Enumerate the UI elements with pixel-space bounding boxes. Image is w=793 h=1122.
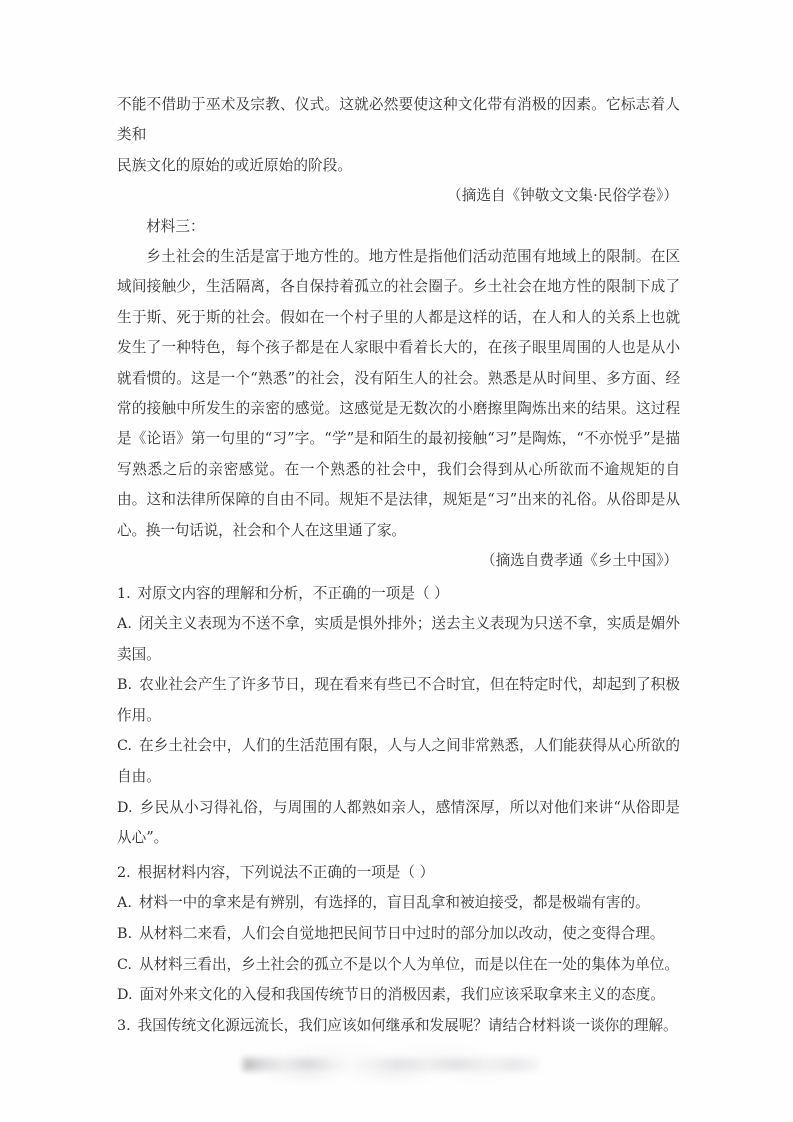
passage-material2-tail-line2: 民族文化的原始的或近原始的阶段。 xyxy=(117,156,353,174)
question-3-stem xyxy=(117,1011,680,1042)
question-1-option-c[interactable] xyxy=(117,731,680,792)
option-c-marker: C. xyxy=(117,956,132,973)
question-2-option-d[interactable] xyxy=(117,980,680,1011)
option-a-text: 闭关主义表现为不送不拿，实质是惧外排外；送去主义表现为只送不拿，实质是媚外卖国。 xyxy=(117,615,680,663)
option-a-marker: A. xyxy=(117,616,132,633)
question-2-number: 2. xyxy=(117,864,131,881)
option-a-marker: A. xyxy=(117,895,132,912)
question-block-1 xyxy=(117,579,680,854)
document-content xyxy=(117,90,680,1041)
option-c-marker: C. xyxy=(117,738,132,755)
option-c-text: 在乡土社会中，人们的生活范围有限，人与人之间非常熟悉，人们能获得从心所欲的自由。 xyxy=(117,737,680,786)
material-three-label: 材料三： xyxy=(146,217,205,235)
option-b-marker: B. xyxy=(117,677,133,694)
option-c-text: 从材料三看出，乡土社会的孤立不是以个人为单位，而是以住在一处的集体为单位。 xyxy=(138,955,679,973)
option-d-text: 面对外来文化的入侵和我国传统节日的消极因素，我们应该采取拿来主义的态度。 xyxy=(139,986,665,1004)
watermark-main-band xyxy=(243,1058,540,1071)
question-2-stem xyxy=(117,858,680,889)
question-block-3 xyxy=(117,1011,680,1042)
watermark-top-smudge xyxy=(281,1047,496,1057)
blurred-watermark xyxy=(243,1056,540,1082)
option-b-marker: B. xyxy=(117,926,133,943)
citation-material2: （摘选自《钟敬文文集·民俗学卷》） xyxy=(447,187,678,205)
question-block-2 xyxy=(117,858,680,1011)
question-3-number: 3. xyxy=(117,1017,131,1034)
citation-material3: （摘选自费孝通《乡土中国》） xyxy=(480,552,678,570)
watermark-lower-smudge xyxy=(263,1068,513,1080)
question-2-stem-text: 根据材料内容，下列说法不正确的一项是（ ） xyxy=(137,863,435,881)
question-1-stem xyxy=(117,579,680,610)
question-1-option-b[interactable] xyxy=(117,670,680,731)
option-d-text: 乡民从小习得礼俗，与周围的人都熟如亲人，感情深厚，所以对他们来讲“从俗即是从心”。 xyxy=(117,798,680,847)
option-b-text: 从材料二来看，人们会自觉地把民间节日中过时的部分加以改动，使之变得合理。 xyxy=(139,925,665,943)
passage-material3-body: 乡土社会的生活是富于地方性的。地方性是指他们活动范围有地域上的限制。在区域间接触少，生活隔离，各自保持着孤立的社会圈子。乡土社会在地方性的限制下成了生于斯、死于斯的社会。假如在一个村子里的人都是这样的话，在人和人的关系上也就发生了一种特色，每个孩子都是在人家眼中看着长大的，在孩子眼里周围的人也是从小就看惯的。这是一个“熟悉”的社会，没有陌生人的社会。熟悉是从时间里、多方面、经常的接触中所发生的亲密的感觉。这感觉是无数次的小磨擦里陶炼出来的结果。这过程是《论语》第一句里的“习”字。“学”是和陌生的最初接触“习”是陶炼，“不亦悦乎”是描写熟悉之后的亲密感觉。在一个熟悉的社会中，我们会得到从心所欲而不逾规矩的自由。这和法律所保障的自由不同。规矩不是法律，规矩是“习”出来的礼俗。从俗即是从心。换一句话说，社会和个人在这里通了家。 xyxy=(117,248,680,539)
option-d-marker: D. xyxy=(117,987,133,1004)
question-2-option-b[interactable] xyxy=(117,919,680,950)
question-1-stem-text: 对原文内容的理解和分析，不正确的一项是（ ） xyxy=(137,584,449,602)
passage-material2-tail-line1: 不能不借助于巫术及宗教、仪式。这就必然要使这种文化带有消极的因素。它标志着人类和 xyxy=(117,96,680,144)
question-3-stem-text: 我国传统文化源远流长，我们应该如何继承和发展呢？请结合材料谈一谈你的理解。 xyxy=(137,1016,678,1034)
question-1-option-d[interactable] xyxy=(117,793,680,854)
option-b-text: 农业社会产生了许多节日，现在看来有些已不合时宜，但在特定时代，却起到了积极作用。 xyxy=(117,676,680,724)
option-a-text: 材料一中的拿来是有辨别，有选择的，盲目乱拿和被迫接受，都是极端有害的。 xyxy=(138,894,650,912)
question-2-option-a[interactable] xyxy=(117,888,680,919)
option-d-marker: D. xyxy=(117,799,133,816)
question-2-option-c[interactable] xyxy=(117,950,680,981)
question-1-number: 1. xyxy=(117,585,131,602)
question-1-option-a[interactable] xyxy=(117,609,680,670)
